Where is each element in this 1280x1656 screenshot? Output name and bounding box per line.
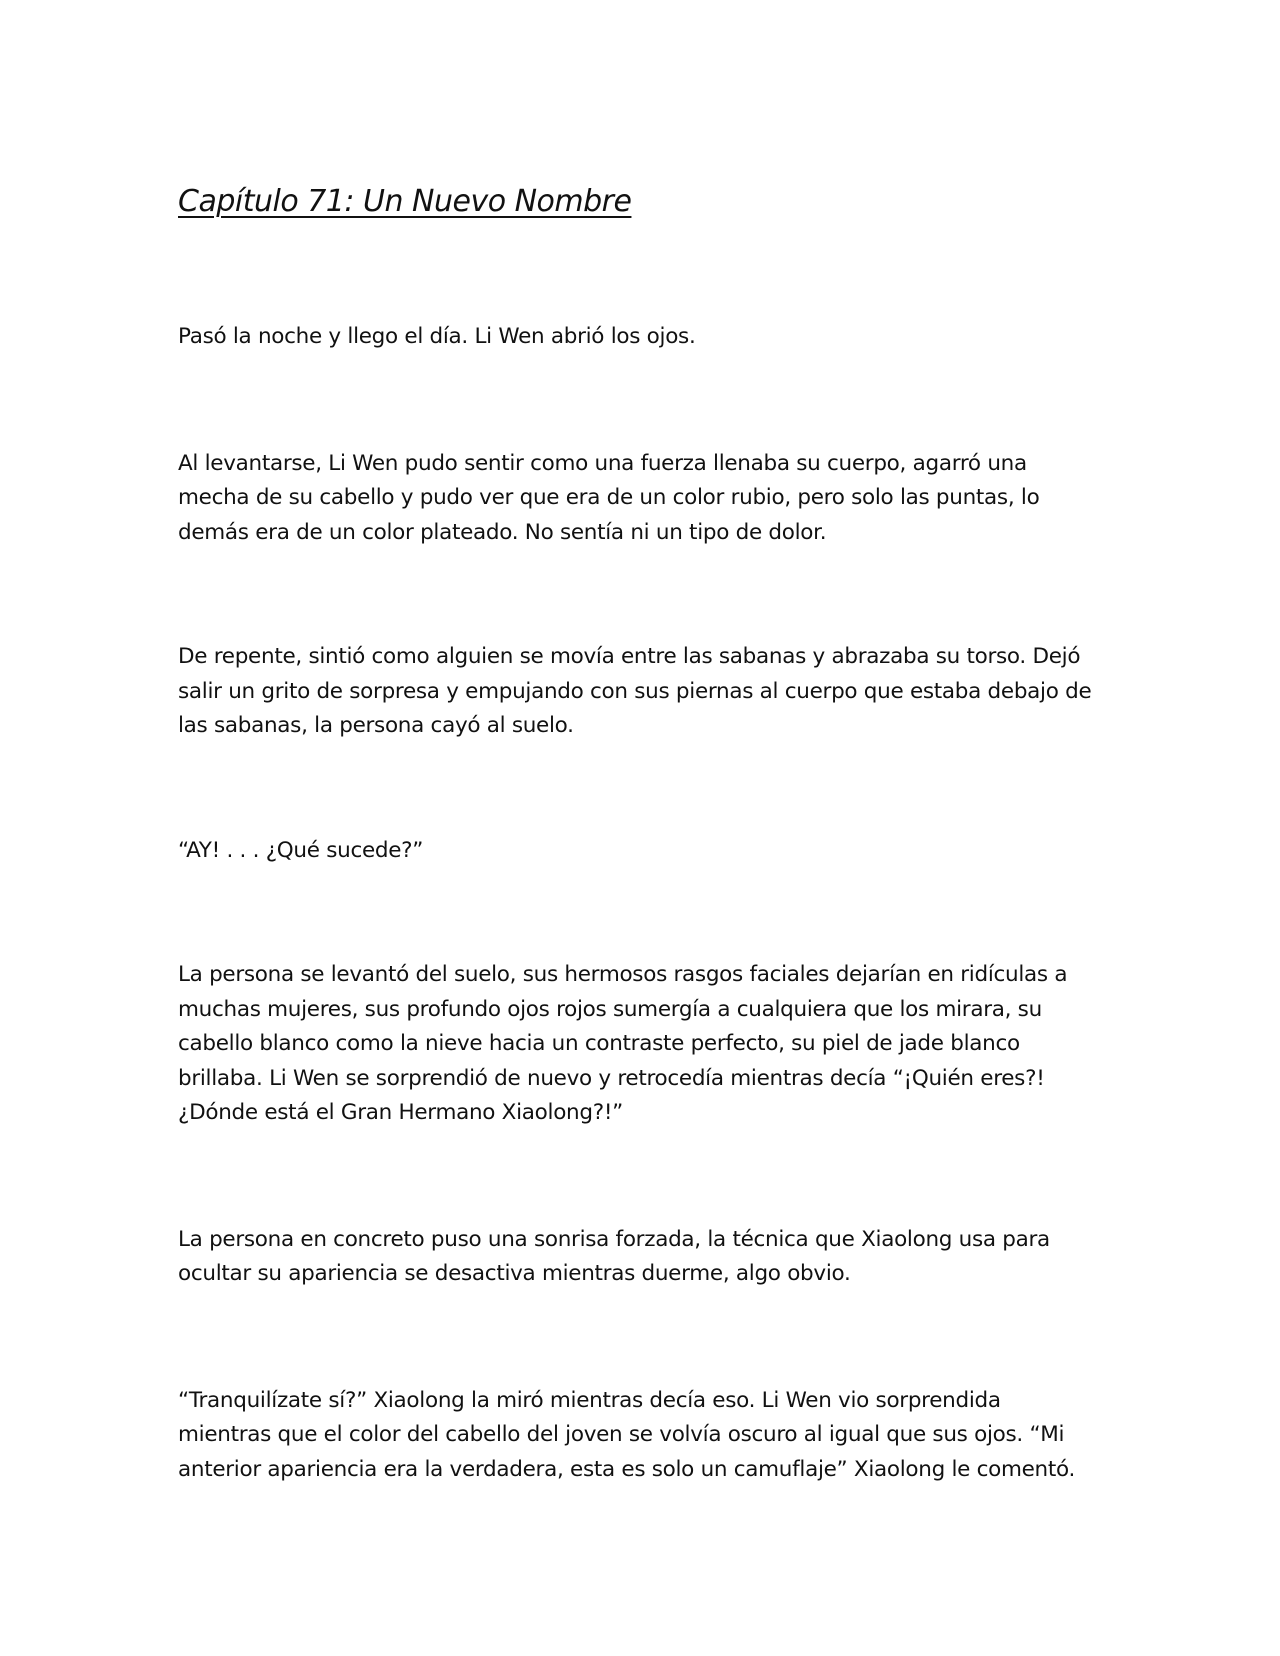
paragraph: La persona se levantó del suelo, sus hermosos rasgos faciales dejarían en ridículas a muchas mujeres, sus profundo ojos rojos sumergía a cualquiera que los mirara, su cabello blanco como la nieve hacia un contraste perfecto, su piel de jade blanco brillaba. Li Wen se sorprendió de nuevo y retrocedía mientras decía “¡Quién eres?! ¿Dónde está el Gran Hermano Xiaolong?!”	[178, 962, 1068, 1125]
chapter-title: Capítulo 71: Un Nuevo Nombre	[178, 184, 632, 219]
paragraph: De repente, sintió como alguien se movía entre las sabanas y abrazaba su torso. Dejó salir un grito de sorpresa y empujando con sus piernas al cuerpo que estaba debajo de las sabanas, la persona cayó al suelo.	[178, 644, 1092, 738]
paragraph: Pasó la noche y llego el día. Li Wen abrió los ojos.	[178, 324, 696, 349]
paragraph: “Tranquilízate sí?” Xiaolong la miró mientras decía eso. Li Wen vio sorprendida mientras que el color del cabello del joven se volvía oscuro al igual que sus ojos. “Mi anterior apariencia era la verdadera, esta es solo un camuflaje” Xiaolong le comentó.	[178, 1387, 1076, 1482]
paragraph: Al levantarse, Li Wen pudo sentir como una fuerza llenaba su cuerpo, agarró una mecha de su cabello y pudo ver que era de un color rubio, pero solo las puntas, lo demás era de un color plateado. No sentía ni un tipo de dolor.	[178, 450, 1040, 545]
dialogue-line: “AY! . . . ¿Qué sucede?”	[178, 837, 424, 863]
paragraph: La persona en concreto puso una sonrisa forzada, la técnica que Xiaolong usa para ocultar su apariencia se desactiva mientras duerme, algo obvio.	[178, 1226, 1050, 1286]
document-body	[178, 178, 1098, 1487]
